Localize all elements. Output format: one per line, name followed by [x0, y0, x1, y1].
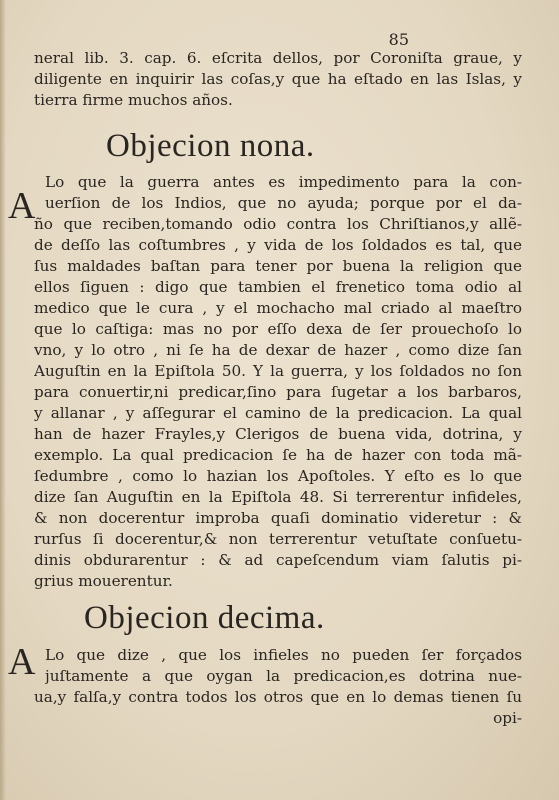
body-line: ſedumbre , como lo hazian los Apoſtoles. Y eſto es lo que [34, 467, 522, 485]
intro-line: tierra firme muchos años. [34, 91, 233, 109]
drop-cap-letter: A [8, 641, 36, 683]
body-line: ño que reciben,tomando odio contra los Chriſtianos,y allẽ- [34, 215, 522, 233]
body-line: han de hazer Frayles,y Clerigos de buena vida, dotrina, y [34, 425, 522, 443]
body-line: grius mouerentur. [34, 572, 173, 590]
body-line: Auguſtin en la Epiſtola 50. Y la guerra, y los ſoldados no ſon [34, 362, 522, 380]
body-line: rurſus ſi docerentur,& non terrerentur vetuſtate conſuetu- [34, 530, 522, 548]
body-line: ua,y falſa,y contra todos los otros que en lo demas tienen ſu [34, 688, 522, 706]
body-line: & non docerentur improba quaſi dominatio videretur : & [34, 509, 522, 527]
section-heading-nona: Objecion nona. [106, 128, 315, 164]
body-line: dize ſan Auguſtin en la Epiſtola 48. Si terrerentur infideles, [34, 488, 522, 506]
body-line: de deſſo las coſtumbres , y vida de los ſoldados es tal, que [34, 236, 522, 254]
body-line: Lo que dize , que los infieles no pueden ſer forçados [45, 646, 522, 664]
intro-line: diligente en inquirir las coſas,y que ha eſtado en las Islas, y [34, 70, 522, 88]
body-line: para conuertir,ni predicar,ſino para ſugetar a los barbaros, [34, 383, 522, 401]
drop-cap-letter: A [8, 185, 36, 227]
body-line: exemplo. La qual predicacion ſe ha de hazer con toda mã- [34, 446, 522, 464]
section-heading-decima: Objecion decima. [84, 600, 325, 636]
body-line: juſtamente a que oygan la predicacion,es dotrina nue- [45, 667, 522, 685]
intro-line: neral lib. 3. cap. 6. eſcrita dellos, por Coroniſta graue, y [34, 49, 522, 67]
page-number: 85 [388, 30, 409, 49]
body-line: medico que le cura , y el mochacho mal criado al maeſtro [34, 299, 522, 317]
body-line: dinis obdurarentur : & ad capeſcendum viam ſalutis pi- [34, 551, 522, 569]
body-line: que lo caſtiga: mas no por eſſo dexa de ſer prouechoſo lo [34, 320, 522, 338]
body-line: vno, y lo otro , ni ſe ha de dexar de hazer , como dize ſan [34, 341, 522, 359]
body-line: y allanar , y aſſegurar el camino de la predicacion. La qual [34, 404, 522, 422]
body-line: Lo que la guerra antes es impedimento para la con- [45, 173, 522, 191]
body-line: ſus maldades baſtan para tener por buena la religion que [34, 257, 522, 275]
body-line: uerſion de los Indios, que no ayuda; porque por el da- [45, 194, 522, 212]
catchword: opi- [493, 709, 522, 727]
body-line: ellos ſiguen : digo que tambien el frenetico toma odio al [34, 278, 522, 296]
